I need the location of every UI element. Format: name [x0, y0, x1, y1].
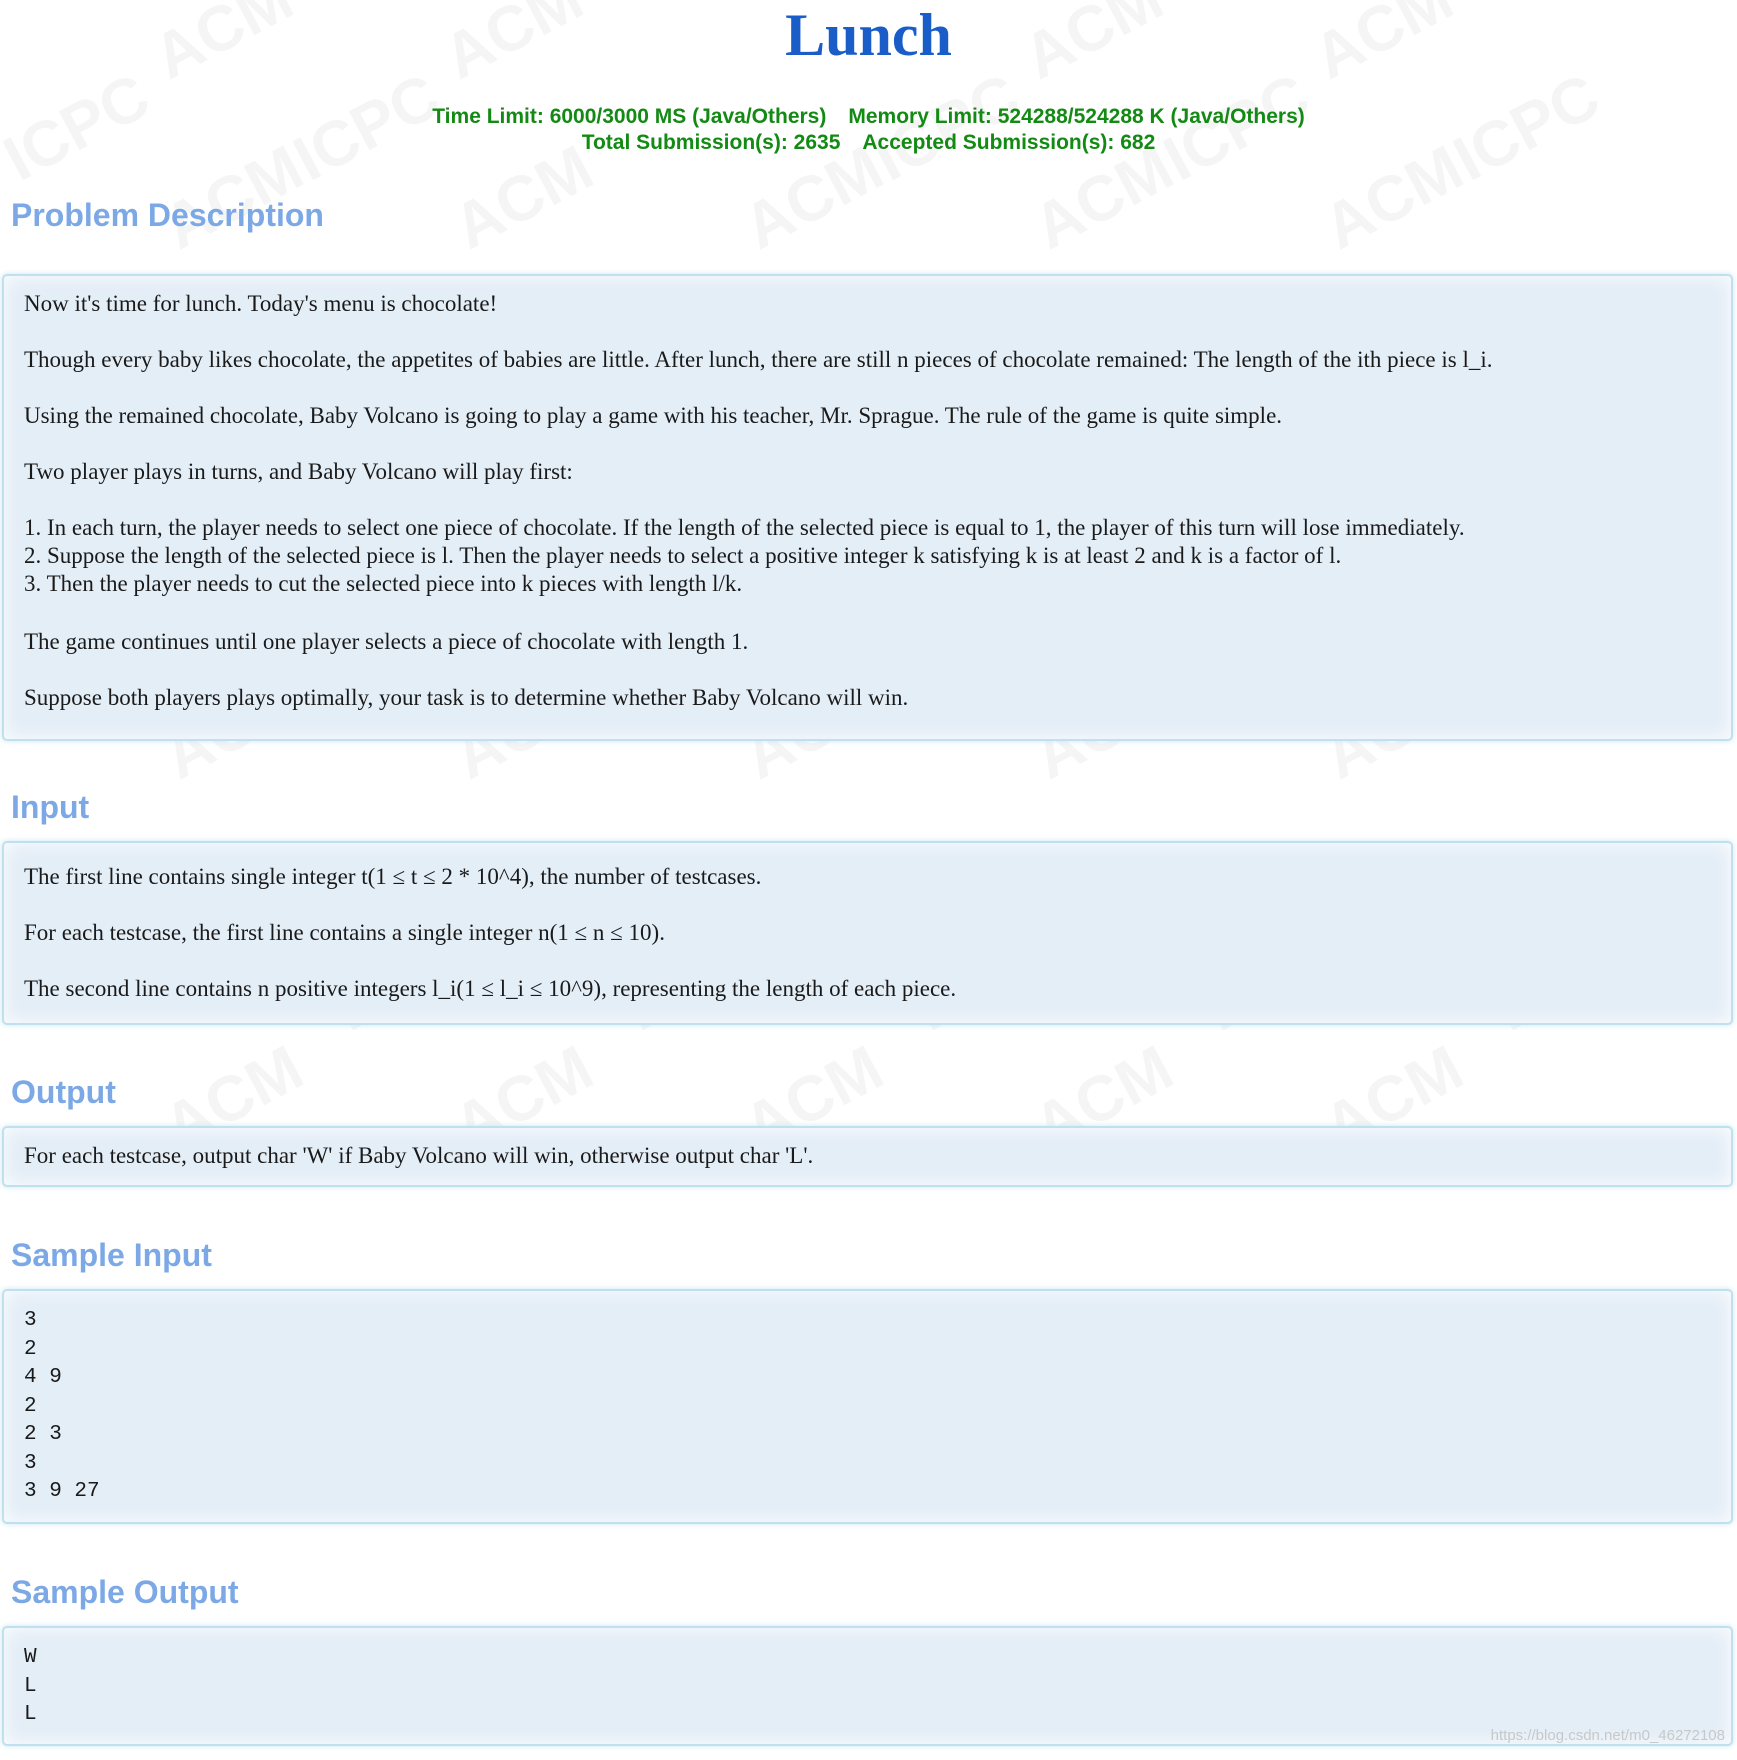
output-heading: Output [11, 1074, 116, 1110]
input-panel [2, 841, 1733, 1025]
sample-input-block: 3 2 4 9 2 2 3 3 3 9 27 [2, 1289, 1733, 1524]
accepted-submissions: Accepted Submission(s): 682 [862, 131, 1156, 154]
input-heading: Input [11, 789, 90, 825]
game-rules [24, 514, 1711, 608]
input-paragraph: The second line contains n positive integers l_i(1 ≤ l_i ≤ 10^9), representing the length of each piece. [24, 976, 957, 1001]
memory-limit: Memory Limit: 524288/524288 K (Java/Others) [848, 105, 1305, 128]
input-paragraph: The first line contains single integer t(1 ≤ t ≤ 2 * 10^4), the number of testcases. [24, 864, 762, 889]
page-title: Lunch [785, 2, 952, 68]
description-paragraph: Two player plays in turns, and Baby Volcano will play first: [24, 459, 573, 484]
description-paragraph: Now it's time for lunch. Today's menu is chocolate! [24, 291, 498, 316]
input-paragraph: For each testcase, the first line contains a single integer n(1 ≤ n ≤ 10). [24, 920, 665, 945]
limits-panel [0, 104, 1737, 156]
sample-output-block: W L L [2, 1626, 1733, 1746]
description-text: Though every baby likes chocolate, the appetites of babies are little. After lunch, there are still n pieces of chocolate remained: The length of the ith piece is l_i. [24, 347, 1493, 372]
description-paragraph: The game continues until one player selects a piece of chocolate with length 1. [24, 629, 749, 654]
source-credit: https://blog.csdn.net/m0_46272108 [1490, 1727, 1725, 1744]
description-paragraph: Suppose both players plays optimally, your task is to determine whether Baby Volcano will win. [24, 685, 909, 710]
total-submissions: Total Submission(s): 2635 [581, 131, 841, 154]
rule-item: 3. Then the player needs to cut the selected piece into k pieces with length l/k. [24, 571, 743, 596]
sample-input-heading: Sample Input [11, 1237, 212, 1273]
description-paragraph: Using the remained chocolate, Baby Volcano is going to play a game with his teacher, Mr. Sprague. The rule of the game is quite simple. [24, 403, 1283, 428]
sample-output-heading: Sample Output [11, 1574, 239, 1610]
description-paragraph [24, 346, 1711, 374]
output-panel [2, 1126, 1733, 1187]
time-limit: Time Limit: 6000/3000 MS (Java/Others) [432, 105, 827, 128]
output-paragraph: For each testcase, output char 'W' if Baby Volcano will win, otherwise output char 'L'. [24, 1143, 814, 1168]
rule-item: 2. Suppose the length of the selected piece is l. Then the player needs to select a positive integer k satisfying k is at least 2 and k is a factor of l. [24, 543, 1342, 568]
problem-description-panel [2, 274, 1733, 741]
problem-description-heading: Problem Description [11, 197, 324, 233]
rule-item: 1. In each turn, the player needs to select one piece of chocolate. If the length of the selected piece is equal to 1, the player of this turn will lose immediately. [24, 515, 1465, 540]
